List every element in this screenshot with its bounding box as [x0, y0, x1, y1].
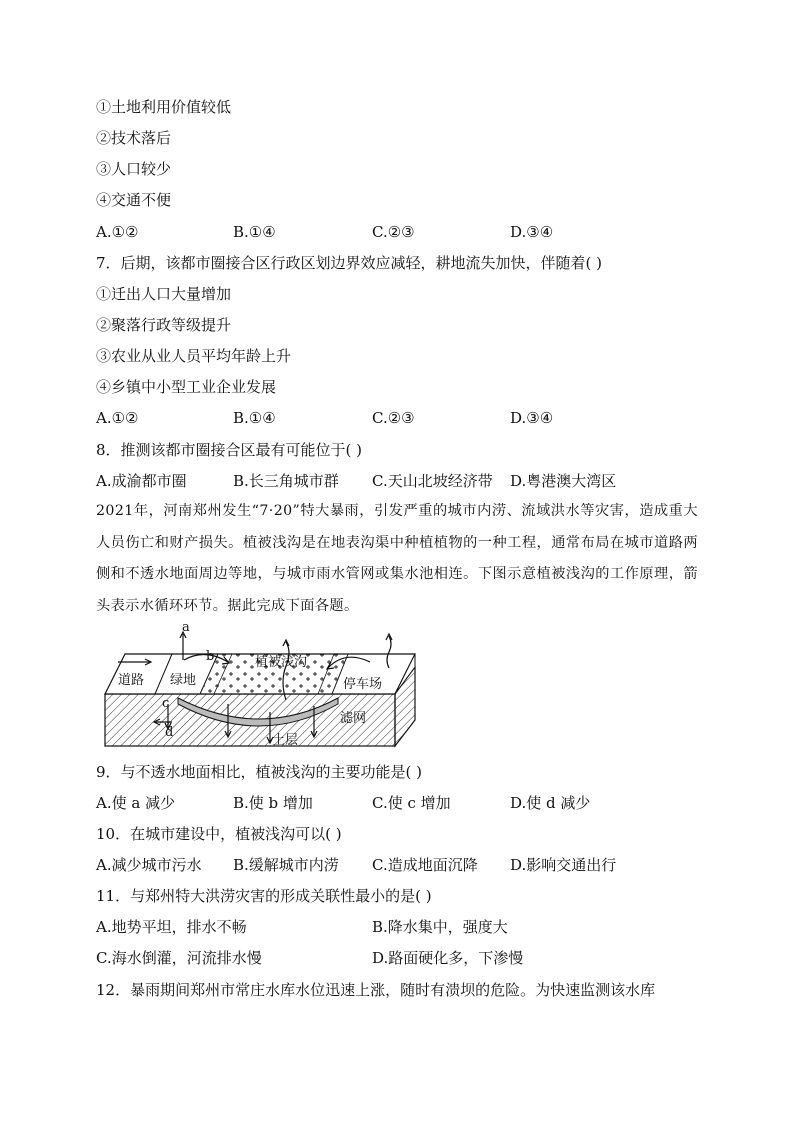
q11-option-b[interactable]: B.降水集中，强度大	[372, 918, 508, 936]
q7-item-3: ③农业从业人员平均年龄上升	[96, 347, 292, 365]
q8-option-b[interactable]: B.长三角城市群	[233, 472, 339, 490]
q6-item-3: ③人口较少	[96, 160, 172, 178]
q10-option-a[interactable]: A.减少城市污水	[96, 856, 202, 874]
q6-option-b[interactable]: B.①④	[233, 223, 276, 241]
q7-stem: 7．后期，该都市圈接合区行政区划边界效应减轻，耕地流失加快，伴随着( )	[96, 254, 603, 272]
q9-option-c[interactable]: C.使 c 增加	[372, 794, 451, 812]
q11-option-d[interactable]: D.路面硬化多，下渗慢	[372, 949, 524, 967]
label-soil: 土层	[272, 733, 299, 748]
q7-options	[96, 408, 696, 428]
label-b: b	[206, 649, 215, 664]
q7-option-d[interactable]: D.③④	[510, 409, 554, 427]
q7-item-1: ①迁出人口大量增加	[96, 285, 232, 303]
q6-option-c[interactable]: C.②③	[372, 223, 415, 241]
q6-item-4: ④交通不便	[96, 191, 172, 209]
q7-option-b[interactable]: B.①④	[233, 409, 276, 427]
q6-item-1: ①土地利用价值较低	[96, 98, 232, 116]
q10-option-b[interactable]: B.缓解城市内涝	[233, 856, 339, 874]
q6-option-a[interactable]: A.①②	[96, 223, 139, 241]
q8-stem: 8．推测该都市圈接合区最有可能位于( )	[96, 441, 363, 459]
q10-options	[96, 855, 696, 875]
q8-options	[96, 471, 696, 491]
label-c: c	[162, 696, 170, 711]
q6-item-2: ②技术落后	[96, 129, 172, 147]
q11-options-row2	[96, 948, 696, 968]
q10-stem: 10．在城市建设中，植被浅沟可以( )	[96, 825, 342, 843]
label-road: 道路	[118, 673, 145, 688]
label-parking: 停车场	[343, 677, 383, 692]
q9-option-d[interactable]: D.使 d 减少	[510, 794, 591, 812]
q7-option-a[interactable]: A.①②	[96, 409, 139, 427]
q6-option-d[interactable]: D.③④	[510, 223, 554, 241]
q10-option-d[interactable]: D.影响交通出行	[510, 856, 617, 874]
q10-option-c[interactable]: C.造成地面沉降	[372, 856, 478, 874]
label-a: a	[182, 622, 190, 635]
q9-option-a[interactable]: A.使 a 减少	[96, 794, 176, 812]
q11-options-row1	[96, 917, 696, 937]
q9-stem: 9．与不透水地面相比，植被浅沟的主要功能是( )	[96, 763, 423, 781]
q11-option-c[interactable]: C.海水倒灌，河流排水慢	[96, 949, 262, 967]
label-d: d	[165, 725, 174, 740]
q8-option-c[interactable]: C.天山北坡经济带	[372, 472, 493, 490]
q11-option-a[interactable]: A.地势平坦，排水不畅	[96, 918, 247, 936]
q7-item-4: ④乡镇中小型工业企业发展	[96, 378, 277, 396]
q7-item-2: ②聚落行政等级提升	[96, 316, 232, 334]
q9-options	[96, 793, 696, 813]
q12-stem: 12．暴雨期间郑州市常庄水库水位迅速上涨，随时有溃坝的危险。为快速监测该水库	[96, 981, 656, 999]
q8-option-d[interactable]: D.粤港澳大湾区	[510, 472, 617, 490]
label-swale: 植被浅沟	[255, 655, 308, 670]
q11-stem: 11．与郑州特大洪涝灾害的形成关联性最小的是( )	[96, 887, 432, 905]
q7-option-c[interactable]: C.②③	[372, 409, 415, 427]
q8-option-a[interactable]: A.成渝都市圈	[96, 472, 187, 490]
q6-options	[96, 222, 696, 242]
q9-option-b[interactable]: B.使 b 增加	[233, 794, 313, 812]
vegetated-swale-diagram	[100, 622, 420, 752]
passage: 2021年，河南郑州发生“7·20”特大暴雨，引发严重的城市内涝、流域洪水等灾害，造成重大人员伤亡和财产损失。植被浅沟是在地表沟渠中种植植物的一种工程，通常布局在城市道路两侧和不透水地面周边等地，与城市雨水管网或集水池相连。下图示意植被浅沟的工作原理，箭头表示水循环环节。据此完成下面各题。	[96, 503, 698, 614]
label-filter: 滤网	[340, 711, 367, 726]
label-green: 绿地	[170, 673, 197, 688]
